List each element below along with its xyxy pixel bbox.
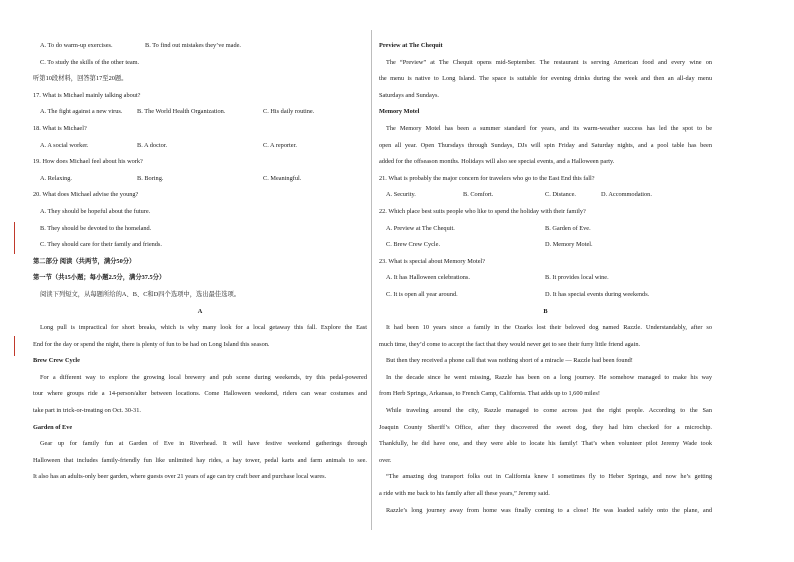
question-21: 21. What is probably the major concern for travelers who go to the East End this fall? xyxy=(379,174,595,182)
paragraph-line: Razzle’s long journey away from home was finally coming to a close! He was loaded safely onto the plane, and xyxy=(386,506,712,514)
paragraph-line: The “Preview” at The Chequit opens mid-September. The restaurant is serving American food and every wine on xyxy=(386,58,712,66)
option: B. They should be devoted to the homeland. xyxy=(40,224,152,232)
question-22: 22. Which place best suits people who like to spend the holiday with their family? xyxy=(379,207,586,215)
option: C. Brew Crew Cycle. xyxy=(386,241,441,249)
option: A. To do warm-up exercises. xyxy=(40,42,113,49)
paragraph-line: For a different way to explore the growing local brewery and pub scene during weekends, try this pedal-powered xyxy=(40,373,367,381)
option: D. Accommodation. xyxy=(601,191,652,199)
paragraph-line: In the decade since he went missing, Razzle has been on a long journey. He somehow managed to make his way xyxy=(386,373,712,381)
left-column xyxy=(33,38,367,486)
option: B. Comfort. xyxy=(463,191,494,199)
option: A. A social worker. xyxy=(40,141,89,149)
paragraph-line: Thankfully, he did have one, and they were able to locate his family! That’s when volunteer pilot Jeremy Wade took xyxy=(379,440,712,448)
option: B. Boring. xyxy=(137,174,164,182)
q16-options-ab xyxy=(33,38,367,55)
paragraph-line: While traveling around the city, Razzle managed to come across just the right people. According to the San xyxy=(386,407,712,415)
option: A. Relaxing. xyxy=(40,174,73,182)
option: A. Preview at The Chequit. xyxy=(386,224,455,232)
subsection-heading: 第一节（共15小题；每小题2.5分，满分37.5分） xyxy=(33,274,166,282)
paragraph-line: much time, they’d come to accept the fact that they would never get to see their furry little friend again. xyxy=(379,340,641,348)
option: A. They should be hopeful about the future. xyxy=(40,207,151,215)
paragraph-line: open all year. Open Thursdays through Sundays, DJs will spin Friday and Saturday nights, and a pool table has been xyxy=(379,141,712,149)
question-18: 18. What is Michael? xyxy=(33,124,87,132)
paragraph-line: Halloween that includes family-friendly fun like unlimited hay rides, a hay tower, pedal karts and farm animals to see. xyxy=(33,456,367,464)
q19-options xyxy=(33,171,367,188)
subheading-preview-at-the-chequit: Preview at The Chequit xyxy=(379,42,443,49)
q22-options-ab xyxy=(379,221,712,238)
option: C. They should care for their family and friends. xyxy=(40,241,162,249)
option: D. It has special events during weekends. xyxy=(545,290,650,298)
paragraph-line: But then they received a phone call that was nothing short of a miracle — Razzle had been found! xyxy=(386,357,633,365)
paragraph-line: tour where groups ride a 14-person/alter between locations. Come Halloween weekend, riders can wear costumes and xyxy=(33,390,367,398)
q23-options-ab xyxy=(379,270,712,287)
q21-options xyxy=(379,187,712,204)
paragraph-line: over. xyxy=(379,456,392,464)
section-heading: 第二部分 阅读（共两节，满分50分） xyxy=(33,257,136,265)
passage-label-b: B xyxy=(543,307,548,315)
paragraph-line: It also has an adults-only beer garden, where guests over 21 years of age can try craft beer and purchase local wares. xyxy=(33,473,327,481)
option: C. It is open all year around. xyxy=(386,290,458,298)
paragraph-line: The Memory Motel has been a summer standard for years, and its warm-weather success has led the spot to be xyxy=(386,124,712,132)
option: C. Distance. xyxy=(545,191,576,199)
option: B. A doctor. xyxy=(137,141,168,149)
option: C. A reporter. xyxy=(263,141,297,149)
subheading-garden-of-eve: Garden of Eve xyxy=(33,423,73,431)
paragraph-line: End for the day or spend the night, there is plenty of fun to be had on Long Island this season. xyxy=(33,340,270,348)
column-divider xyxy=(371,30,372,530)
paragraph-line: Saturdays and Sundays. xyxy=(379,91,439,99)
option: D. Memory Motel. xyxy=(545,241,593,249)
question-17: 17. What is Michael mainly talking about? xyxy=(33,91,141,99)
q17-options xyxy=(33,104,367,121)
option: A. Security. xyxy=(386,191,416,199)
paragraph-line: added for the offseason months. Holidays will also see special events, and a Halloween party. xyxy=(379,158,615,166)
reading-instruction: 阅读下列短文，从每题所给的A、B、C和D四个选项中，选出最佳选项。 xyxy=(40,290,241,298)
passage-label-a: A xyxy=(197,307,203,315)
margin-mark-lower xyxy=(14,336,15,356)
option: B. Garden of Eve. xyxy=(545,224,591,232)
paragraph-line: “The amazing dog transport folks out in California knew I sometimes fly to Heber Springs, and now he’s getting xyxy=(386,473,712,481)
paragraph-line: the menu is native to Long Island. The space is suitable for evening drinks during the week and then an all-day menu xyxy=(379,75,712,83)
question-23: 23. What is special about Memory Motel? xyxy=(379,257,486,265)
question-19: 19. How does Michael feel about his work? xyxy=(33,158,143,166)
paragraph-line: take part in trick-or-treating on Oct. 30-31. xyxy=(33,407,141,415)
option: C. To study the skills of the other team. xyxy=(40,58,140,66)
paragraph-line: a ride with me back to his family after all these years,” Jeremy said. xyxy=(379,490,550,498)
option: C. Meaningful. xyxy=(263,174,302,182)
right-column xyxy=(379,38,712,519)
subheading-memory-motel: Memory Motel xyxy=(379,108,420,116)
subheading-brew-crew-cycle: Brew Crew Cycle xyxy=(33,357,80,365)
option: A. It has Halloween celebrations. xyxy=(386,274,470,282)
q22-options-cd xyxy=(379,237,712,254)
option: B. To find out mistakes they’ve made. xyxy=(145,42,241,49)
paragraph-line: Joaquin County Sheriff’s Office, after they discovered the sweet dog, they had him checked for a microchip. xyxy=(379,423,712,431)
listening-instruction: 听第10段材料，回答第17至20题。 xyxy=(33,75,128,83)
paragraph-line: Gear up for family fun at Garden of Eve in Riverhead. It will have festive weekend gatherings through xyxy=(40,440,367,448)
paragraph-line: Long pull is impractical for short breaks, which is why many look for a local getaway this fall. Explore the East xyxy=(40,324,367,332)
option: B. It provides local wine. xyxy=(545,274,609,282)
option: B. The World Health Organization. xyxy=(137,108,226,116)
paragraph-line: from Herb Springs, Arkansas, to French Camp, California. That adds up to 1,600 miles! xyxy=(379,390,600,398)
paragraph-line: It had been 10 years since a family in the Ozarks lost their beloved dog named Razzle. Understandably, after so xyxy=(386,324,712,332)
margin-mark-upper xyxy=(14,222,15,254)
q18-options xyxy=(33,138,367,155)
q23-options-cd xyxy=(379,287,712,304)
option: A. The fight against a new virus. xyxy=(40,108,123,116)
option: C. His daily routine. xyxy=(263,108,315,116)
question-20: 20. What does Michael advise the young? xyxy=(33,191,139,199)
